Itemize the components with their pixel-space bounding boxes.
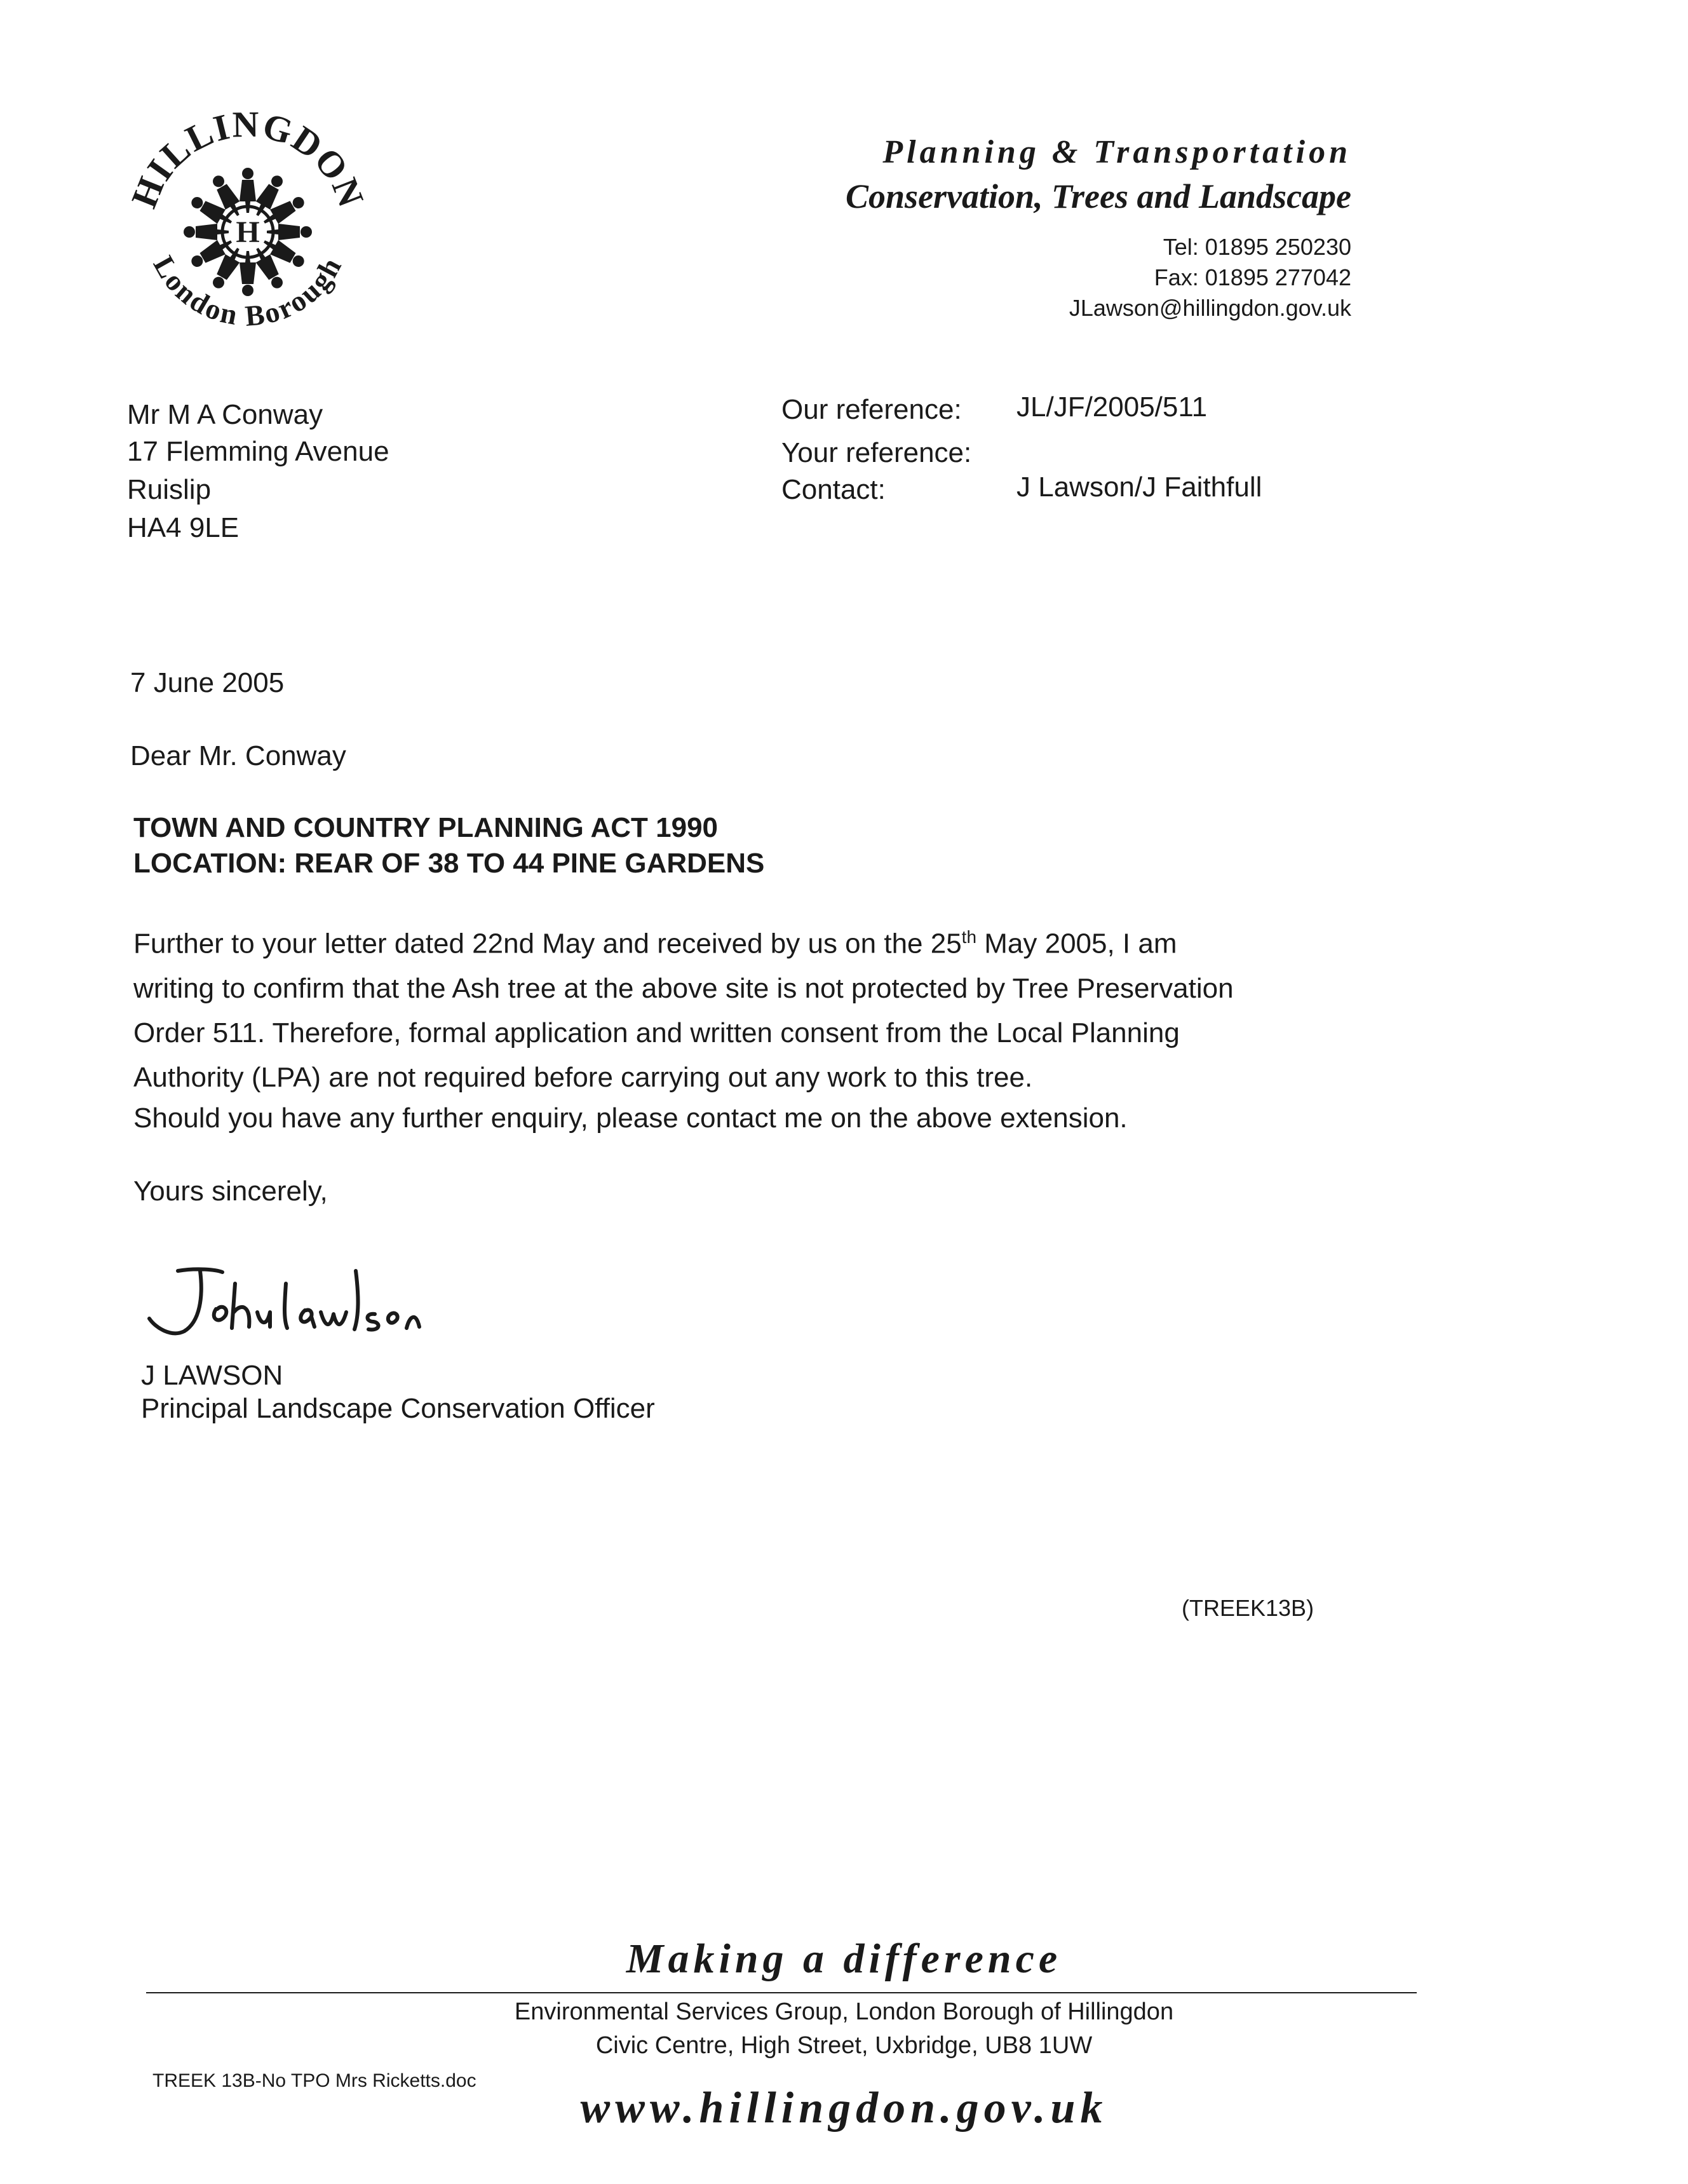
fax: Fax: 01895 277042: [1154, 264, 1351, 290]
paragraph-1: [133, 915, 1404, 1100]
footer-divider: [146, 1992, 1417, 1993]
footer-address: Civic Centre, High Street, Uxbridge, UB8 1UW: [595, 2032, 1093, 2059]
footer-organisation: Environmental Services Group, London Borough of Hillingdon: [514, 1998, 1174, 2025]
recipient-street: 17 Flemming Avenue: [127, 436, 389, 467]
signatory-title: Principal Landscape Conservation Officer: [141, 1393, 655, 1424]
your-reference-label: Your reference:: [781, 437, 972, 468]
footer-website[interactable]: www.hillingdon.gov.uk: [580, 2084, 1108, 2133]
paragraph-1-line-4: Authority (LPA) are not required before carrying out any work to this tree.: [133, 1061, 1033, 1093]
our-reference-label: Our reference:: [781, 394, 962, 425]
paragraph-1-line-3: Order 511. Therefore, formal application and written consent from the Local Planning: [133, 1017, 1180, 1048]
contact-label: Contact:: [781, 474, 886, 505]
recipient-name: Mr M A Conway: [127, 399, 323, 430]
salutation: Dear Mr. Conway: [130, 740, 346, 771]
heading-act: TOWN AND COUNTRY PLANNING ACT 1990: [133, 812, 719, 843]
heading-location: LOCATION: REAR OF 38 TO 44 PINE GARDENS: [133, 848, 765, 879]
closing: Yours sincerely,: [133, 1176, 328, 1207]
letter-date: 7 June 2005: [130, 667, 285, 698]
recipient-postcode: HA4 9LE: [127, 512, 240, 543]
file-reference: TREEK 13B-No TPO Mrs Ricketts.doc: [152, 2070, 476, 2091]
our-reference-value: JL/JF/2005/511: [1016, 391, 1208, 423]
recipient-town: Ruislip: [127, 474, 212, 505]
paragraph-1-line-1: Further to your letter dated 22nd May and received by us on the 25th May 2005, I am: [133, 927, 1177, 960]
logo-name-arc: HILLINGDON: [123, 103, 373, 214]
signatory-name: J LAWSON: [141, 1360, 283, 1391]
document-code: (TREEK13B): [1182, 1595, 1314, 1621]
logo-center-letter: H: [236, 215, 260, 249]
department-line-2: Conservation, Trees and Landscape: [846, 177, 1351, 215]
paragraph-1-line-2: writing to confirm that the Ash tree at the above site is not protected by Tree Preservation: [133, 972, 1234, 1004]
logo-sub-arc: London Borough: [147, 250, 349, 332]
hillingdon-logo: [114, 95, 381, 362]
handwritten-signature: [140, 1258, 426, 1353]
contact-value: J Lawson/J Faithfull: [1016, 471, 1262, 503]
footer-slogan: Making a difference: [626, 1936, 1062, 1982]
email-address[interactable]: JLawson@hillingdon.gov.uk: [1069, 295, 1351, 321]
paragraph-2: Should you have any further enquiry, please contact me on the above extension.: [133, 1102, 1128, 1134]
department-line-1: Planning & Transportation: [882, 134, 1351, 170]
telephone: Tel: 01895 250230: [1163, 234, 1351, 260]
